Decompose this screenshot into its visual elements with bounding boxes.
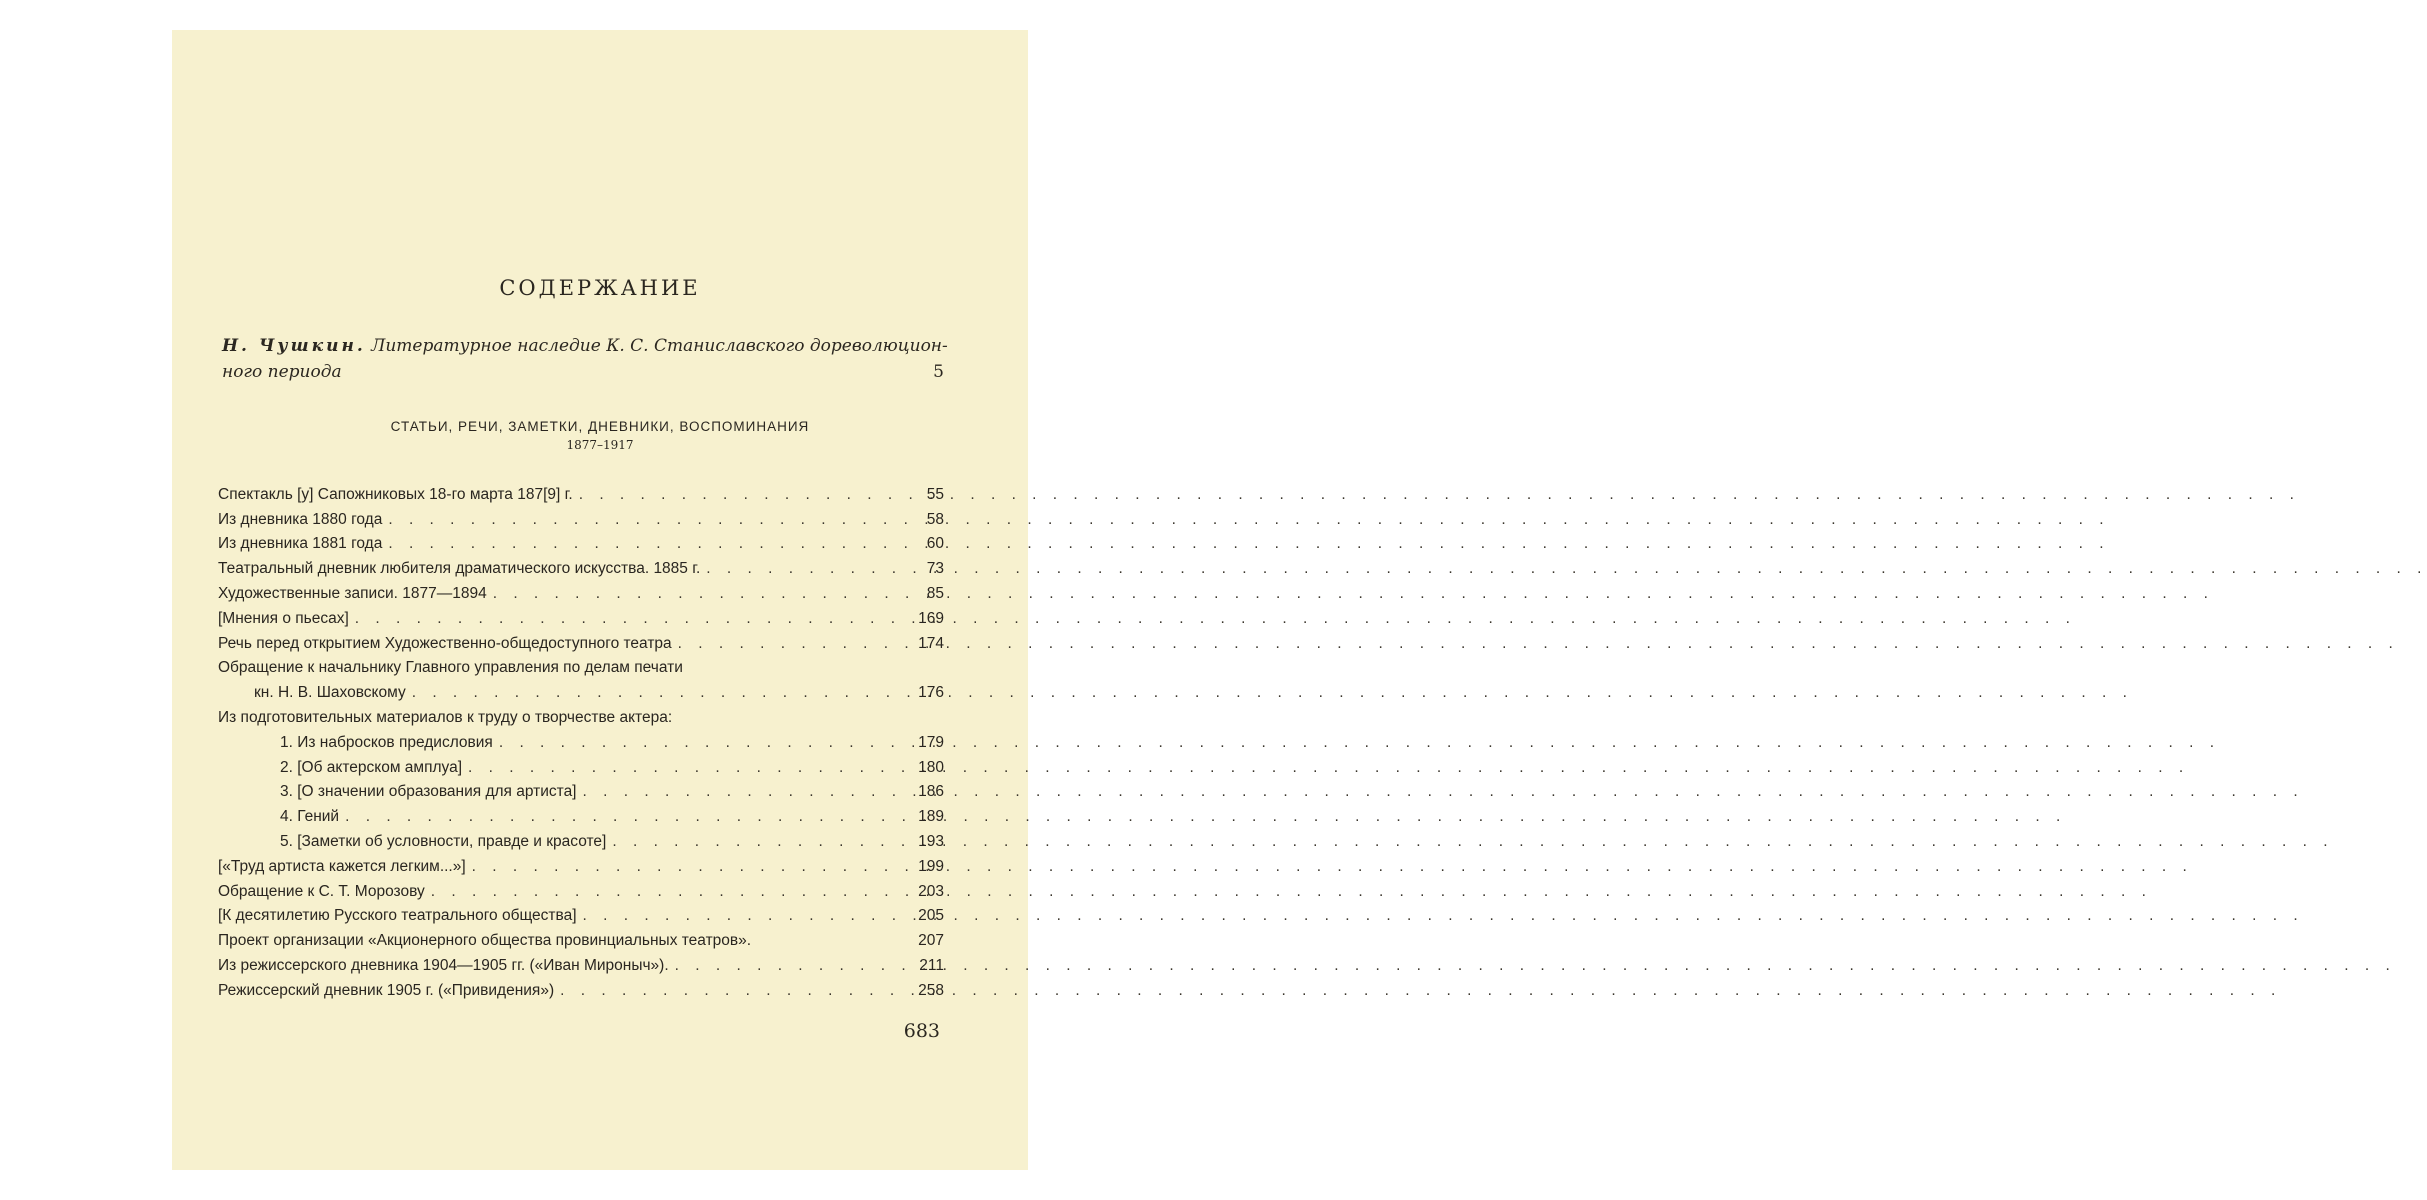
toc-entry: [218, 529, 944, 554]
toc-entry-page: 85: [926, 584, 944, 602]
dot-leader: [606, 833, 884, 851]
toc-entry-title: Обращение к С. Т. Морозову: [218, 882, 425, 900]
dot-leader: [493, 734, 884, 752]
dot-leader: [577, 783, 885, 801]
toc-entry-page: 258: [918, 981, 944, 999]
toc-entry: [218, 901, 944, 926]
toc-entry: [218, 578, 944, 603]
intro-page-number: 5: [933, 362, 944, 382]
dot-leader: [466, 858, 884, 876]
toc-entry: [218, 826, 944, 851]
section-heading: [0, 418, 1200, 454]
toc-entry-page: 73: [926, 560, 944, 578]
intro-title: Литературное наследие К. С. Станиславского дореволюцион-: [371, 336, 948, 356]
toc-entry: [218, 851, 944, 876]
toc-entry-page: 60: [926, 535, 944, 553]
toc-entry-title: Речь перед открытием Художественно-общедоступного театра: [218, 634, 672, 652]
toc-entry-title: Обращение к начальнику Главного управления по делам печати: [218, 659, 683, 677]
dot-leader: [672, 635, 884, 653]
toc-entry: [218, 479, 944, 504]
dot-leader: [487, 585, 884, 603]
intro-author: Н. Чушкин.: [222, 336, 366, 356]
toc-entry-title: Из дневника 1881 года: [218, 535, 383, 553]
toc-entry-page: 58: [926, 510, 944, 528]
toc-entry: [218, 950, 944, 975]
dot-leader: [462, 759, 884, 777]
toc-entry-page: 180: [918, 758, 944, 776]
dot-leader: [425, 883, 884, 901]
toc-entry: [218, 777, 944, 802]
toc-entry-page: 176: [918, 684, 944, 702]
toc-entry-title: 3. [О значении образования для артиста]: [280, 783, 577, 801]
toc-entry-title: [Мнения о пьесах]: [218, 609, 349, 627]
toc-entry: [218, 801, 944, 826]
toc-entry-title: кн. Н. В. Шаховскому: [254, 684, 406, 702]
toc-entry-title: Театральный дневник любителя драматического искусства. 1885 г.: [218, 560, 701, 578]
toc-entry: [218, 727, 944, 752]
toc-entry-title: 2. [Об актерском амплуа]: [280, 758, 463, 776]
toc-entry: [218, 603, 944, 628]
toc-entry-page: 186: [918, 783, 944, 801]
toc-entry: [218, 653, 944, 678]
toc-entry-page: 169: [918, 609, 944, 627]
toc-entry-page: 189: [918, 808, 944, 826]
toc-entry: [218, 677, 944, 702]
dot-leader: [700, 560, 884, 578]
intro-entry: [222, 333, 948, 385]
toc-entry-title: Из режиссерского дневника 1904—1905 гг. («Иван Мироныч»).: [218, 956, 669, 974]
dot-leader: [339, 808, 884, 826]
dot-leader: [406, 684, 884, 702]
toc-entry-page: 193: [918, 832, 944, 850]
toc-entry-page: 205: [918, 907, 944, 925]
dot-leader: [349, 610, 884, 628]
dot-leader: [577, 907, 884, 925]
toc-entry: [218, 628, 944, 653]
section-years: 1877–1917: [566, 438, 634, 452]
table-of-contents: [218, 479, 944, 1000]
toc-entry-page: 207: [918, 932, 944, 950]
dot-leader: [669, 957, 884, 975]
toc-entry: [218, 504, 944, 529]
toc-entry-page: 199: [918, 857, 944, 875]
toc-entry-title: Из дневника 1880 года: [218, 510, 383, 528]
page-number: 683: [903, 1020, 940, 1042]
intro-line-1: [222, 333, 948, 359]
toc-entry: [218, 925, 944, 950]
toc-entry: [218, 553, 944, 578]
dot-leader: [554, 982, 884, 1000]
section-title: СТАТЬИ, РЕЧИ, ЗАМЕТКИ, ДНЕВНИКИ, ВОСПОМИНАНИЯ: [390, 419, 810, 434]
toc-entry-title: 5. [Заметки об условности, правде и красоте]: [280, 832, 607, 850]
dot-leader: [382, 511, 884, 529]
toc-entry: [218, 702, 944, 727]
toc-entry-title: 1. Из набросков предисловия: [280, 733, 493, 751]
toc-entry-page: 211: [919, 956, 944, 974]
toc-entry: [218, 975, 944, 1000]
toc-entry-title: Из подготовительных материалов к труду о творчестве актера:: [218, 708, 673, 726]
toc-entry-title: Художественные записи. 1877—1894: [218, 584, 487, 602]
dot-leader: [573, 486, 884, 504]
toc-entry-page: 203: [918, 882, 944, 900]
toc-entry-page: 174: [918, 634, 944, 652]
toc-entry-page: 179: [918, 733, 944, 751]
toc-entry-title: [«Труд артиста кажется легким...»]: [218, 857, 466, 875]
dot-leader: [382, 535, 884, 553]
toc-entry-title: Спектакль [у] Сапожниковых 18-го марта 187[9] г.: [218, 485, 573, 503]
toc-entry: [218, 876, 944, 901]
toc-entry-page: 55: [926, 485, 944, 503]
toc-entry-title: 4. Гений: [280, 808, 340, 826]
toc-entry-title: Проект организации «Акционерного общества провинциальных театров».: [218, 932, 752, 950]
toc-entry-title: [К десятилетию Русского театрального общества]: [218, 907, 577, 925]
intro-line-2: ного периода: [222, 362, 342, 382]
page-title: СОДЕРЖАНИЕ: [499, 276, 701, 300]
toc-entry: [218, 752, 944, 777]
toc-entry-title: Режиссерский дневник 1905 г. («Привидения»): [218, 981, 555, 999]
